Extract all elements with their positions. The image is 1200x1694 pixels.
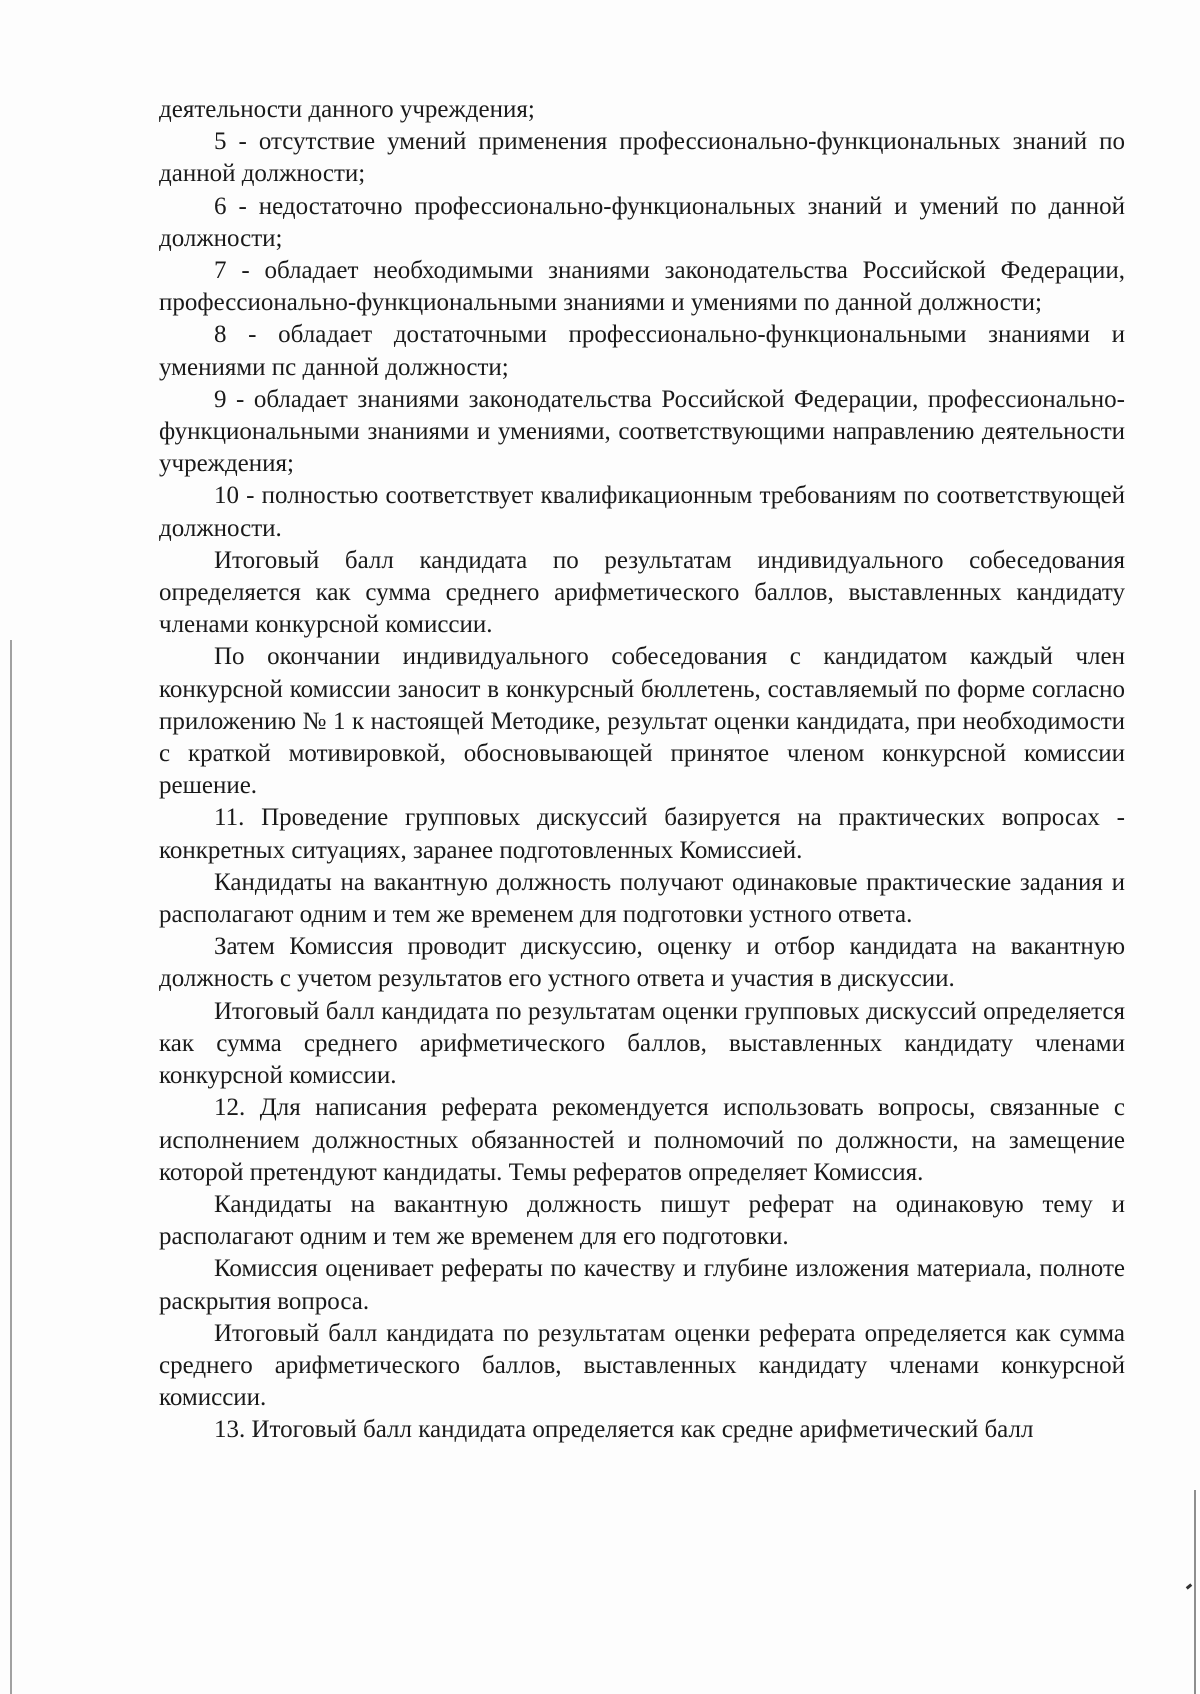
paragraph-score-6: 6 - недостаточно профессионально-функциональных знаний и умений по данной должности; xyxy=(159,192,1125,252)
paragraph-essay-total: Итоговый балл кандидата по результатам оценки реферата определяется как сумма среднего арифметического баллов, выставленных кандидату членами конкурсной комиссии. xyxy=(159,1319,1125,1412)
paragraph-essay-evaluation: Комиссия оценивает рефераты по качеству и глубине изложения материала, полноте раскрытия вопроса. xyxy=(159,1255,1125,1315)
paragraph-continuation: деятельности данного учреждения; xyxy=(159,96,535,123)
paragraph-section-11: 11. Проведение групповых дискуссий базируется на практических вопросах - конкретных ситуациях, заранее подготовленных Комиссией. xyxy=(159,804,1125,864)
scan-mark xyxy=(1186,1583,1193,1589)
paragraph-score-8: 8 - обладает достаточными профессионально-функциональными знаниями и умениями пс данной должности; xyxy=(159,321,1125,381)
paragraph-section-13: 13. Итоговый балл кандидата определяется как средне арифметический балл xyxy=(214,1416,1034,1444)
paragraph-discussion-selection: Затем Комиссия проводит дискуссию, оценку и отбор кандидата на вакантную должность с учетом результатов его устного ответа и участия в дискуссии. xyxy=(159,933,1125,993)
paragraph-essay-topic: Кандидаты на вакантную должность пишут реферат на одинаковую тему и располагают одним и тем же временем для его подготовки. xyxy=(159,1190,1125,1251)
paragraph-score-7: 7 - обладает необходимыми знаниями законодательства Российской Федерации, профессионально-функциональными знаниями и умениями по данной должности; xyxy=(159,257,1125,317)
paragraph-section-12: 12. Для написания реферата рекомендуется использовать вопросы, связанные с исполнением должностных обязанностей и полномочий по должности, на замещение которой претендуют кандидаты. Темы рефератов определяет Комиссия. xyxy=(159,1094,1125,1186)
paragraph-discussion-total: Итоговый балл кандидата по результатам оценки групповых дискуссий определяется как сумма среднего арифметического баллов, выставленных кандидату членами конкурсной комиссии. xyxy=(159,997,1125,1090)
scan-edge-right xyxy=(1194,1490,1196,1694)
scan-edge-left xyxy=(10,640,12,1694)
paragraph-interview-total: Итоговый балл кандидата по результатам индивидуального собеседования определяется как сумма среднего арифметического баллов, выставленных кандидату членами конкурсной комиссии. xyxy=(159,546,1125,639)
paragraph-score-9: 9 - обладает знаниями законодательства Российской Федерации, профессионально-функциональными знаниями и умениями, соответствующими направлению деятельности учреждения; xyxy=(159,385,1125,478)
paragraph-score-10: 10 - полностью соответствует квалификационным требованиям по соответствующей должности. xyxy=(159,482,1125,542)
paragraph-discussion-tasks: Кандидаты на вакантную должность получают одинаковые практические задания и располагают одним и тем же временем для подготовки устного ответа. xyxy=(159,868,1125,929)
document-body xyxy=(159,94,1125,1447)
paragraph-score-5: 5 - отсутствие умений применения профессионально-функциональных знаний по данной должности; xyxy=(159,128,1125,188)
paragraph-interview-ballot: По окончании индивидуального собеседования с кандидатом каждый член конкурсной комиссии заносит в конкурсный бюллетень, составляемый по форме согласно приложению № 1 к настоящей Методике, результат оценки кандидата, при необходимости с краткой мотивировкой, обосновывающей принятое членом конкурсной комиссии решение. xyxy=(159,643,1125,800)
